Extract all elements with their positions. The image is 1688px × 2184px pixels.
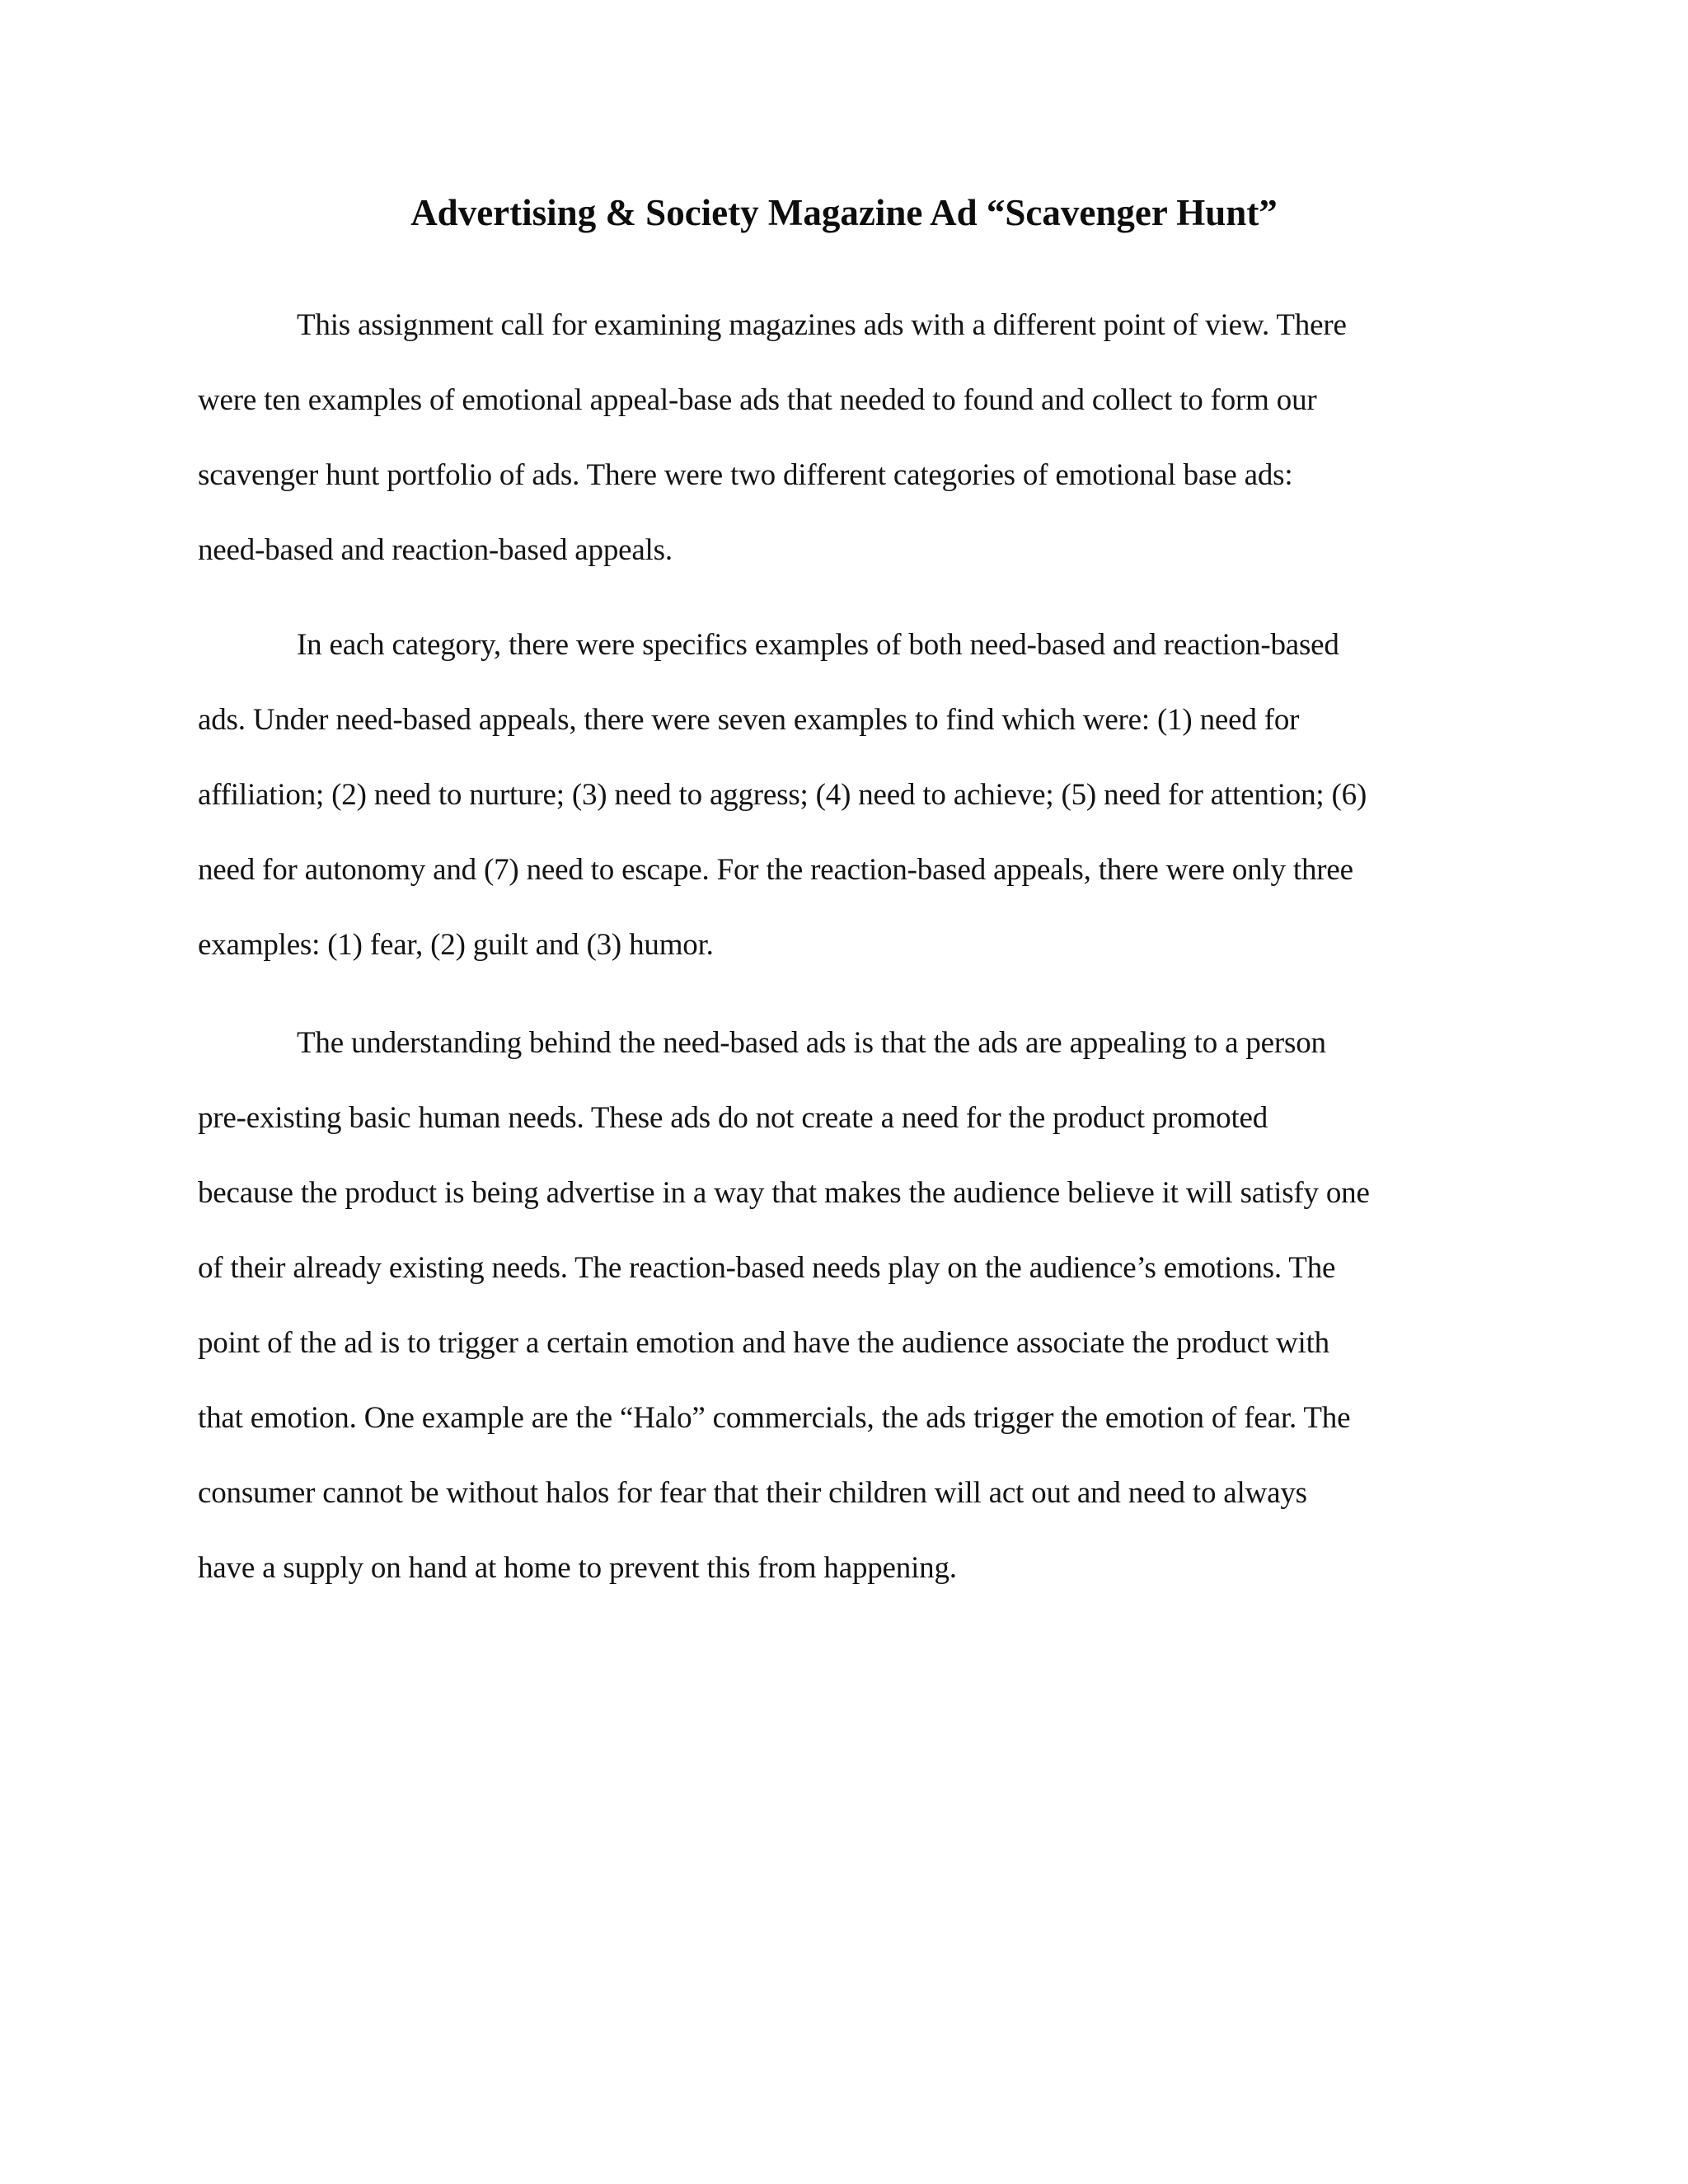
paragraph-2-line-5: examples: (1) fear, (2) guilt and (3) humor. xyxy=(198,928,714,962)
paragraph-3-line-2: pre-existing basic human needs. These ads do not create a need for the product promoted xyxy=(198,1101,1268,1135)
paragraph-1-line-3: scavenger hunt portfolio of ads. There were two different categories of emotional base ads: xyxy=(198,458,1293,492)
paragraph-2-line-1: In each category, there were specifics examples of both need-based and reaction-based xyxy=(297,628,1339,662)
paragraph-1-line-1: This assignment call for examining magazines ads with a different point of view. There xyxy=(297,308,1347,342)
paragraph-3-line-6: that emotion. One example are the “Halo” commercials, the ads trigger the emotion of fear. The xyxy=(198,1401,1351,1435)
document-title: Advertising & Society Magazine Ad “Scavenger Hunt” xyxy=(410,192,1278,233)
paragraph-2-line-2: ads. Under need-based appeals, there were seven examples to find which were: (1) need for xyxy=(198,703,1300,737)
paragraph-3-line-7: consumer cannot be without halos for fear that their children will act out and need to always xyxy=(198,1476,1307,1510)
paragraph-2-line-4: need for autonomy and (7) need to escape. For the reaction-based appeals, there were only three xyxy=(198,853,1353,887)
paragraph-1-line-4: need-based and reaction-based appeals. xyxy=(198,533,673,567)
paragraph-3-line-3: because the product is being advertise in a way that makes the audience believe it will satisfy one xyxy=(198,1176,1370,1210)
paragraph-1-line-2: were ten examples of emotional appeal-base ads that needed to found and collect to form our xyxy=(198,383,1317,417)
paragraph-3-line-5: point of the ad is to trigger a certain emotion and have the audience associate the product with xyxy=(198,1326,1329,1360)
paragraph-3-line-4: of their already existing needs. The reaction-based needs play on the audience’s emotions. The xyxy=(198,1251,1336,1285)
paragraph-3-line-8: have a supply on hand at home to prevent this from happening. xyxy=(198,1551,957,1585)
paragraph-3-line-1: The understanding behind the need-based ads is that the ads are appealing to a person xyxy=(297,1026,1326,1060)
paragraph-2-line-3: affiliation; (2) need to nurture; (3) need to aggress; (4) need to achieve; (5) need for attention; (6) xyxy=(198,778,1367,812)
